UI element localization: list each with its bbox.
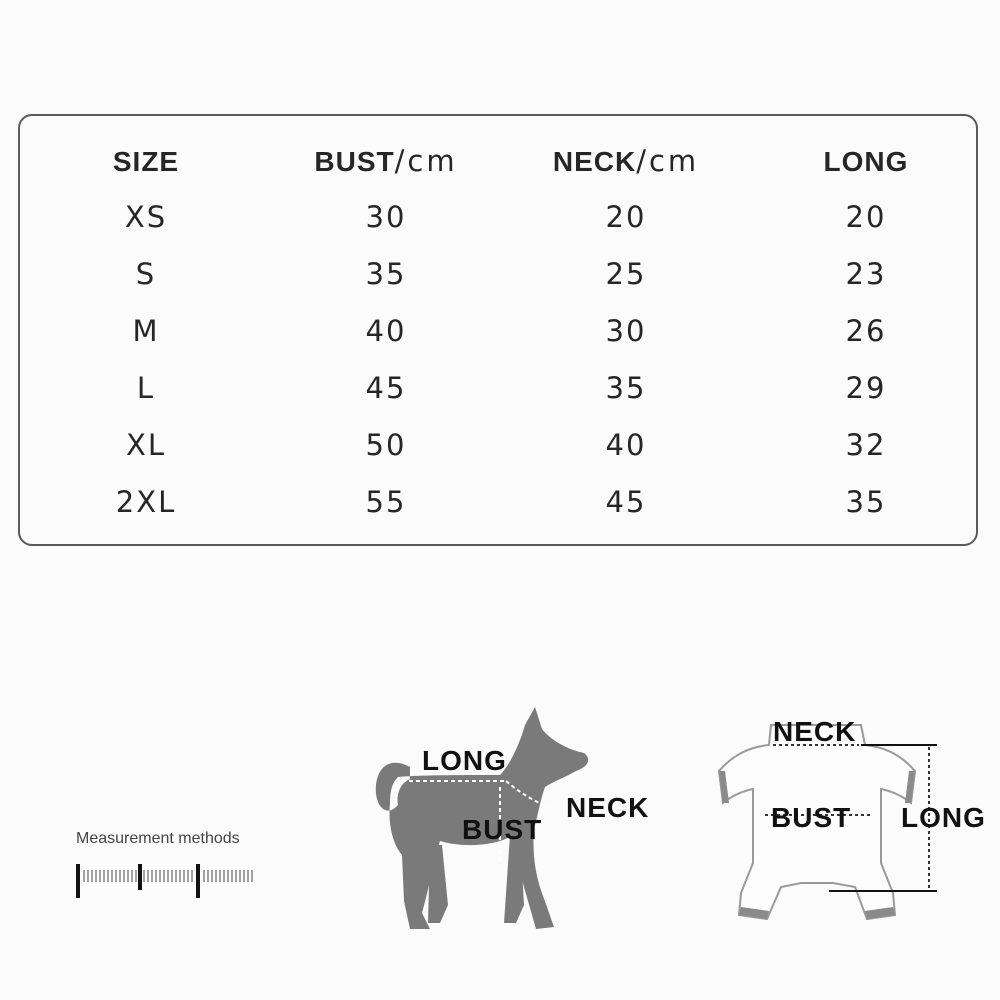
- cell-size: L: [136, 371, 156, 405]
- cell-size: 2XL: [115, 485, 177, 519]
- header-bust: BUST/cm: [314, 144, 458, 178]
- cell-bust: 45: [365, 371, 407, 405]
- dog-bust-label: BUST: [462, 814, 543, 845]
- cell-neck: 25: [605, 257, 647, 291]
- cell-neck: 45: [605, 485, 647, 519]
- garment-bust-label: BUST: [771, 802, 852, 833]
- cell-long: 29: [845, 371, 887, 405]
- dog-neck-label: NECK: [566, 792, 650, 823]
- cell-long: 32: [845, 428, 887, 462]
- cell-size: S: [135, 257, 157, 291]
- cell-bust: 50: [365, 428, 407, 462]
- cell-neck: 35: [605, 371, 647, 405]
- ruler-icon: [74, 860, 264, 900]
- cell-neck: 30: [605, 314, 647, 348]
- cell-size: XL: [125, 428, 167, 462]
- cell-bust: 55: [365, 485, 407, 519]
- cell-bust: 30: [365, 200, 407, 234]
- garment-neck-label: NECK: [773, 716, 857, 747]
- cell-bust: 40: [365, 314, 407, 348]
- cell-neck: 20: [605, 200, 647, 234]
- measurement-methods-title: Measurement methods: [76, 830, 240, 847]
- cell-long: 26: [845, 314, 887, 348]
- cell-long: 35: [845, 485, 887, 519]
- header-long: LONG: [823, 146, 909, 177]
- cell-size: XS: [124, 200, 168, 234]
- header-neck: NECK/cm: [552, 144, 700, 178]
- cell-long: 23: [845, 257, 887, 291]
- cell-size: M: [132, 314, 160, 348]
- header-size: SIZE: [112, 146, 180, 177]
- dog-long-label: LONG: [422, 745, 507, 776]
- cell-bust: 35: [365, 257, 407, 291]
- cell-long: 20: [845, 200, 887, 234]
- size-chart-table: [18, 114, 978, 546]
- cell-neck: 40: [605, 428, 647, 462]
- garment-long-label: LONG: [901, 802, 986, 833]
